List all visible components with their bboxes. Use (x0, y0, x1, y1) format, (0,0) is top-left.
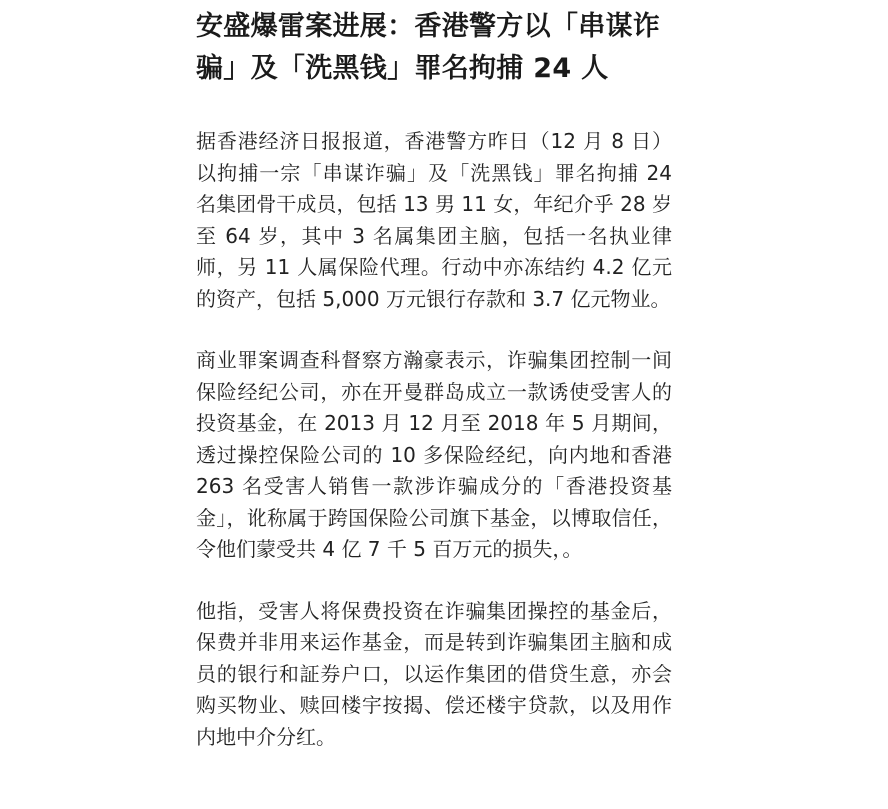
article-paragraph-3: 他指，受害人将保费投资在诈骗集团操控的基金后，保费并非用来运作基金，而是转到诈骗集团主脑和成员的银行和証券户口，以运作集团的借贷生意，亦会购买物业、赎回楼宇按揭、偿还楼宇贷款，以及用作内地中介分红。 (196, 598, 672, 749)
article-title: 安盛爆雷案进展：香港警方以「串谋诈骗」及「洗黑钱」罪名拘捕 24 人 (196, 11, 661, 84)
article-paragraph-1: 据香港经济日报报道，香港警方昨日（12 月 8 日）以拘捕一宗「串谋诈骗」及「洗黑钱」罪名拘捕 24 名集团骨干成员，包括 13 男 11 女，年纪介乎 28 岁至 64 岁，其中 3 名属集团主脑，包括一名执业律师，另 11 人属保险代理。行动中亦冻结约 4.2 亿元的资产，包括 5,000 万元银行存款和 3.7 亿元物业。 (196, 129, 672, 311)
article-body (196, 126, 672, 753)
article (196, 6, 672, 783)
article-paragraph-2: 商业罪案调查科督察方瀚豪表示，诈骗集团控制一间保险经纪公司，亦在开曼群岛成立一款诱使受害人的投资基金，在 2013 月 12 月至 2018 年 5 月期间，透过操控保险公司的 10 多保险经纪，向内地和香港 263 名受害人销售一款涉诈骗成分的「香港投资基金」，讹称属于跨国保险公司旗下基金，以博取信任，令他们蒙受共 4 亿 7 千 5 百万元的损失，。 (196, 348, 672, 561)
